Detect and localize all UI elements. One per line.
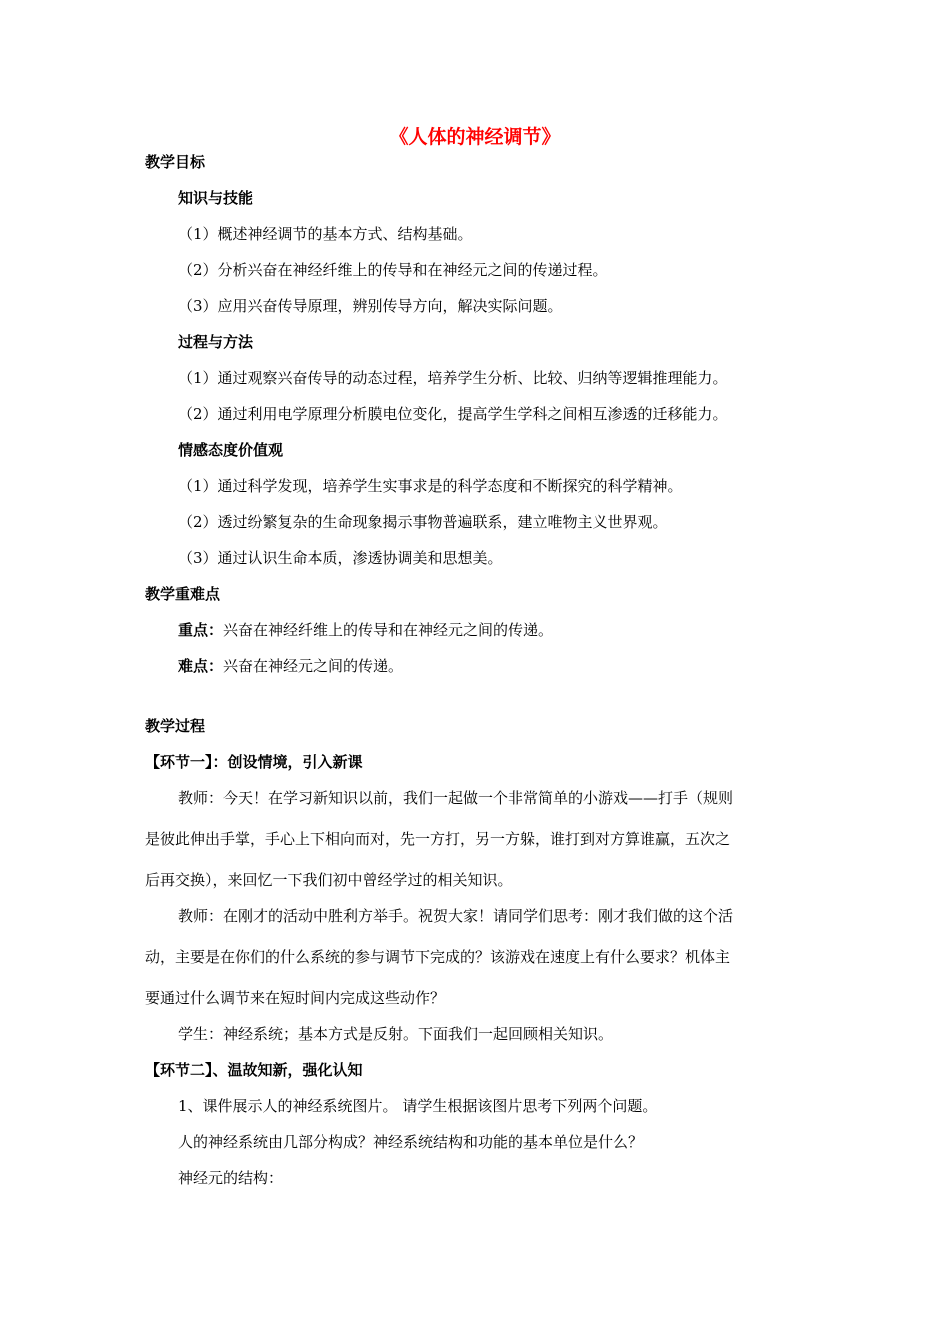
step1-heading: 【环节一】：创设情境，引入新课 xyxy=(145,753,363,771)
step2-line: 人的神经系统由几部分构成？神经系统结构和功能的基本单位是什么？ xyxy=(178,1133,644,1151)
attitude-item: （2）透过纷繁复杂的生命现象揭示事物普遍联系，建立唯物主义世界观。 xyxy=(178,513,668,531)
step2-heading: 【环节二】、温故知新，强化认知 xyxy=(145,1061,363,1079)
teaching-process-heading: 教学过程 xyxy=(145,717,206,735)
step1-line: 是彼此伸出手掌，手心上下相向而对，先一方打，另一方躲，谁打到对方算谁赢，五次之 xyxy=(145,830,731,848)
process-method-item: （2）通过利用电学原理分析膜电位变化，提高学生学科之间相互渗透的迁移能力。 xyxy=(178,405,728,423)
objectives-heading: 教学目标 xyxy=(145,153,206,171)
step1-line: 教师：今天！在学习新知识以前，我们一起做一个非常简单的小游戏——打手（规则 xyxy=(178,789,734,807)
document-title: 《人体的神经调节》 xyxy=(389,126,561,148)
key-points-heading: 教学重难点 xyxy=(145,585,221,603)
knowledge-item: （2）分析兴奋在神经纤维上的传导和在神经元之间的传递过程。 xyxy=(178,261,608,279)
attitude-item: （1）通过科学发现，培养学生实事求是的科学态度和不断探究的科学精神。 xyxy=(178,477,683,495)
difficulty-text: 兴奋在神经元之间的传递。 xyxy=(223,657,404,675)
knowledge-item: （3）应用兴奋传导原理，辨别传导方向，解决实际问题。 xyxy=(178,297,563,315)
step1-line: 学生：神经系统；基本方式是反射。下面我们一起回顾相关知识。 xyxy=(178,1025,614,1043)
knowledge-heading: 知识与技能 xyxy=(178,189,254,207)
step1-line: 教师：在刚才的活动中胜利方举手。祝贺大家！请同学们思考：刚才我们做的这个活 xyxy=(178,907,734,925)
attitude-item: （3）通过认识生命本质，渗透协调美和思想美。 xyxy=(178,549,503,567)
difficulty-line xyxy=(178,656,403,676)
process-method-heading: 过程与方法 xyxy=(178,333,254,351)
process-method-item: （1）通过观察兴奋传导的动态过程，培养学生分析、比较、归纳等逻辑推理能力。 xyxy=(178,369,728,387)
step1-line: 要通过什么调节来在短时间内完成这些动作？ xyxy=(145,989,446,1007)
step2-line: 1、课件展示人的神经系统图片。 请学生根据该图片思考下列两个问题。 xyxy=(178,1097,658,1115)
step1-line: 动，主要是在你们的什么系统的参与调节下完成的？该游戏在速度上有什么要求？机体主 xyxy=(145,948,731,966)
difficulty-label: 难点： xyxy=(178,657,224,675)
step2-line: 神经元的结构： xyxy=(178,1169,284,1187)
step1-line: 后再交换），来回忆一下我们初中曾经学过的相关知识。 xyxy=(145,871,513,889)
attitude-heading: 情感态度价值观 xyxy=(178,441,284,459)
knowledge-item: （1）概述神经调节的基本方式、结构基础。 xyxy=(178,225,473,243)
focus-label: 重点： xyxy=(178,621,224,639)
focus-line xyxy=(178,620,553,640)
focus-text: 兴奋在神经纤维上的传导和在神经元之间的传递。 xyxy=(223,621,554,639)
